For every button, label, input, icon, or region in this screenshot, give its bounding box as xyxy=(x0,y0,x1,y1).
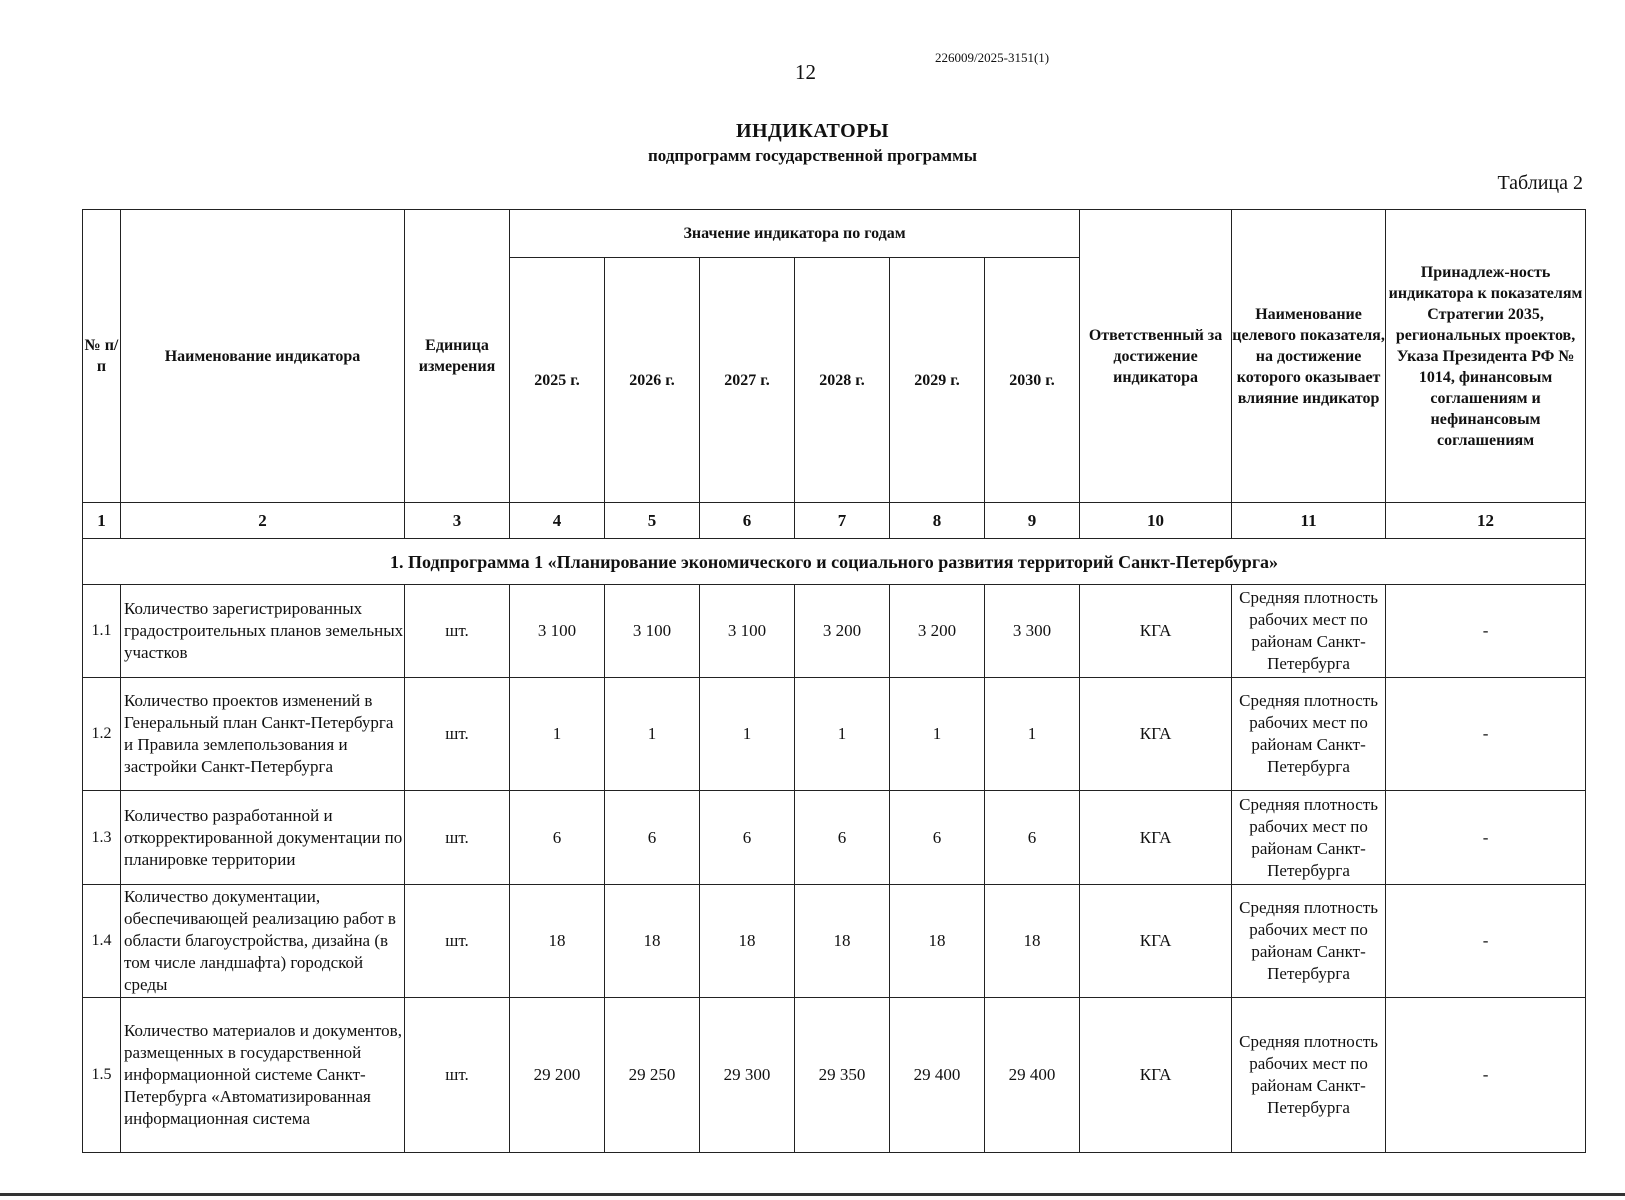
value-cell: 6 xyxy=(795,791,890,885)
value-cell: 18 xyxy=(700,885,795,998)
row-number: 1.2 xyxy=(83,678,121,791)
value-cell: 3 100 xyxy=(605,585,700,678)
value-cell: 6 xyxy=(890,791,985,885)
target-cell: Средняя плотность рабочих мест по районам Санкт-Петербурга xyxy=(1232,791,1386,885)
column-number: 3 xyxy=(405,503,510,539)
value-cell: 3 200 xyxy=(795,585,890,678)
column-number: 10 xyxy=(1080,503,1232,539)
column-number: 12 xyxy=(1386,503,1586,539)
table-row xyxy=(83,585,1586,678)
header-year-2030: 2030 г. xyxy=(985,258,1080,503)
indicators-table xyxy=(82,209,1586,1153)
header-year-2028: 2028 г. xyxy=(795,258,890,503)
column-number: 6 xyxy=(700,503,795,539)
value-cell: 1 xyxy=(890,678,985,791)
page-subtitle: подпрограмм государственной программы xyxy=(648,146,977,165)
target-cell: Средняя плотность рабочих мест по районам Санкт-Петербурга xyxy=(1232,885,1386,998)
column-numbers-row xyxy=(83,503,1586,539)
header-year-2029: 2029 г. xyxy=(890,258,985,503)
responsible-cell: КГА xyxy=(1080,885,1232,998)
header-name: Наименование индикатора xyxy=(121,210,405,503)
column-number: 5 xyxy=(605,503,700,539)
column-number: 9 xyxy=(985,503,1080,539)
document-code: 226009/2025-3151(1) xyxy=(935,50,1050,65)
value-cell: 29 200 xyxy=(510,998,605,1153)
value-cell: 18 xyxy=(795,885,890,998)
responsible-cell: КГА xyxy=(1080,998,1232,1153)
value-cell: 3 200 xyxy=(890,585,985,678)
row-number: 1.1 xyxy=(83,585,121,678)
target-cell: Средняя плотность рабочих мест по районам Санкт-Петербурга xyxy=(1232,678,1386,791)
section-title: 1. Подпрограмма 1 «Планирование экономического и социального развития территорий Санкт-Петербурга» xyxy=(83,539,1586,585)
unit-cell: шт. xyxy=(405,998,510,1153)
value-cell: 1 xyxy=(605,678,700,791)
section-row xyxy=(83,539,1586,585)
unit-cell: шт. xyxy=(405,678,510,791)
value-cell: 6 xyxy=(510,791,605,885)
value-cell: 18 xyxy=(890,885,985,998)
column-number: 8 xyxy=(890,503,985,539)
header-year-2026: 2026 г. xyxy=(605,258,700,503)
row-number: 1.3 xyxy=(83,791,121,885)
table-label: Таблица 2 xyxy=(1497,172,1583,194)
value-cell: 3 100 xyxy=(510,585,605,678)
page-number: 12 xyxy=(795,60,816,84)
column-number: 7 xyxy=(795,503,890,539)
header-unit: Единица измерения xyxy=(405,210,510,503)
value-cell: 18 xyxy=(985,885,1080,998)
header-year-2025: 2025 г. xyxy=(510,258,605,503)
belonging-cell: - xyxy=(1386,885,1586,998)
column-number: 4 xyxy=(510,503,605,539)
unit-cell: шт. xyxy=(405,791,510,885)
unit-cell: шт. xyxy=(405,885,510,998)
value-cell: 1 xyxy=(700,678,795,791)
value-cell: 29 400 xyxy=(985,998,1080,1153)
header-year-2027: 2027 г. xyxy=(700,258,795,503)
value-cell: 29 250 xyxy=(605,998,700,1153)
table-row xyxy=(83,678,1586,791)
belonging-cell: - xyxy=(1386,998,1586,1153)
value-cell: 29 350 xyxy=(795,998,890,1153)
value-cell: 3 300 xyxy=(985,585,1080,678)
value-cell: 18 xyxy=(605,885,700,998)
table-row xyxy=(83,885,1586,998)
belonging-cell: - xyxy=(1386,678,1586,791)
row-number: 1.4 xyxy=(83,885,121,998)
value-cell: 1 xyxy=(985,678,1080,791)
header-belonging: Принадлеж-ность индикатора к показателям Стратегии 2035, региональных проектов, Указа Президента РФ № 1014, финансовым соглашениям и нефинансовым соглашениям xyxy=(1386,210,1586,503)
responsible-cell: КГА xyxy=(1080,678,1232,791)
value-cell: 3 100 xyxy=(700,585,795,678)
indicator-name: Количество документации, обеспечивающей реализацию работ в области благоустройства, дизайна (в том числе ландшафта) городской среды xyxy=(121,885,405,998)
indicator-name: Количество проектов изменений в Генеральный план Санкт-Петербурга и Правила землепользования и застройки Санкт-Петербурга xyxy=(121,678,405,791)
header-num: № п/п xyxy=(83,210,121,503)
page-bottom-edge xyxy=(0,1193,1625,1196)
belonging-cell: - xyxy=(1386,585,1586,678)
header-target: Наименование целевого показателя, на достижение которого оказывает влияние индикатор xyxy=(1232,210,1386,503)
responsible-cell: КГА xyxy=(1080,791,1232,885)
page-title: ИНДИКАТОРЫ xyxy=(735,120,890,142)
column-number: 1 xyxy=(83,503,121,539)
responsible-cell: КГА xyxy=(1080,585,1232,678)
header-responsible: Ответственный за достижение индикатора xyxy=(1080,210,1232,503)
value-cell: 6 xyxy=(700,791,795,885)
value-cell: 18 xyxy=(510,885,605,998)
indicator-name: Количество зарегистрированных градостроительных планов земельных участков xyxy=(121,585,405,678)
belonging-cell: - xyxy=(1386,791,1586,885)
column-number: 2 xyxy=(121,503,405,539)
table-row xyxy=(83,998,1586,1153)
value-cell: 6 xyxy=(605,791,700,885)
header-years-group: Значение индикатора по годам xyxy=(510,210,1080,258)
indicator-name: Количество разработанной и откорректированной документации по планировке территории xyxy=(121,791,405,885)
value-cell: 1 xyxy=(510,678,605,791)
unit-cell: шт. xyxy=(405,585,510,678)
value-cell: 1 xyxy=(795,678,890,791)
value-cell: 29 300 xyxy=(700,998,795,1153)
value-cell: 6 xyxy=(985,791,1080,885)
indicator-name: Количество материалов и документов, размещенных в государственной информационной системе Санкт-Петербурга «Автоматизированная информационная система xyxy=(121,998,405,1153)
column-number: 11 xyxy=(1232,503,1386,539)
table-row xyxy=(83,791,1586,885)
target-cell: Средняя плотность рабочих мест по районам Санкт-Петербурга xyxy=(1232,585,1386,678)
value-cell: 29 400 xyxy=(890,998,985,1153)
row-number: 1.5 xyxy=(83,998,121,1153)
target-cell: Средняя плотность рабочих мест по районам Санкт-Петербурга xyxy=(1232,998,1386,1153)
